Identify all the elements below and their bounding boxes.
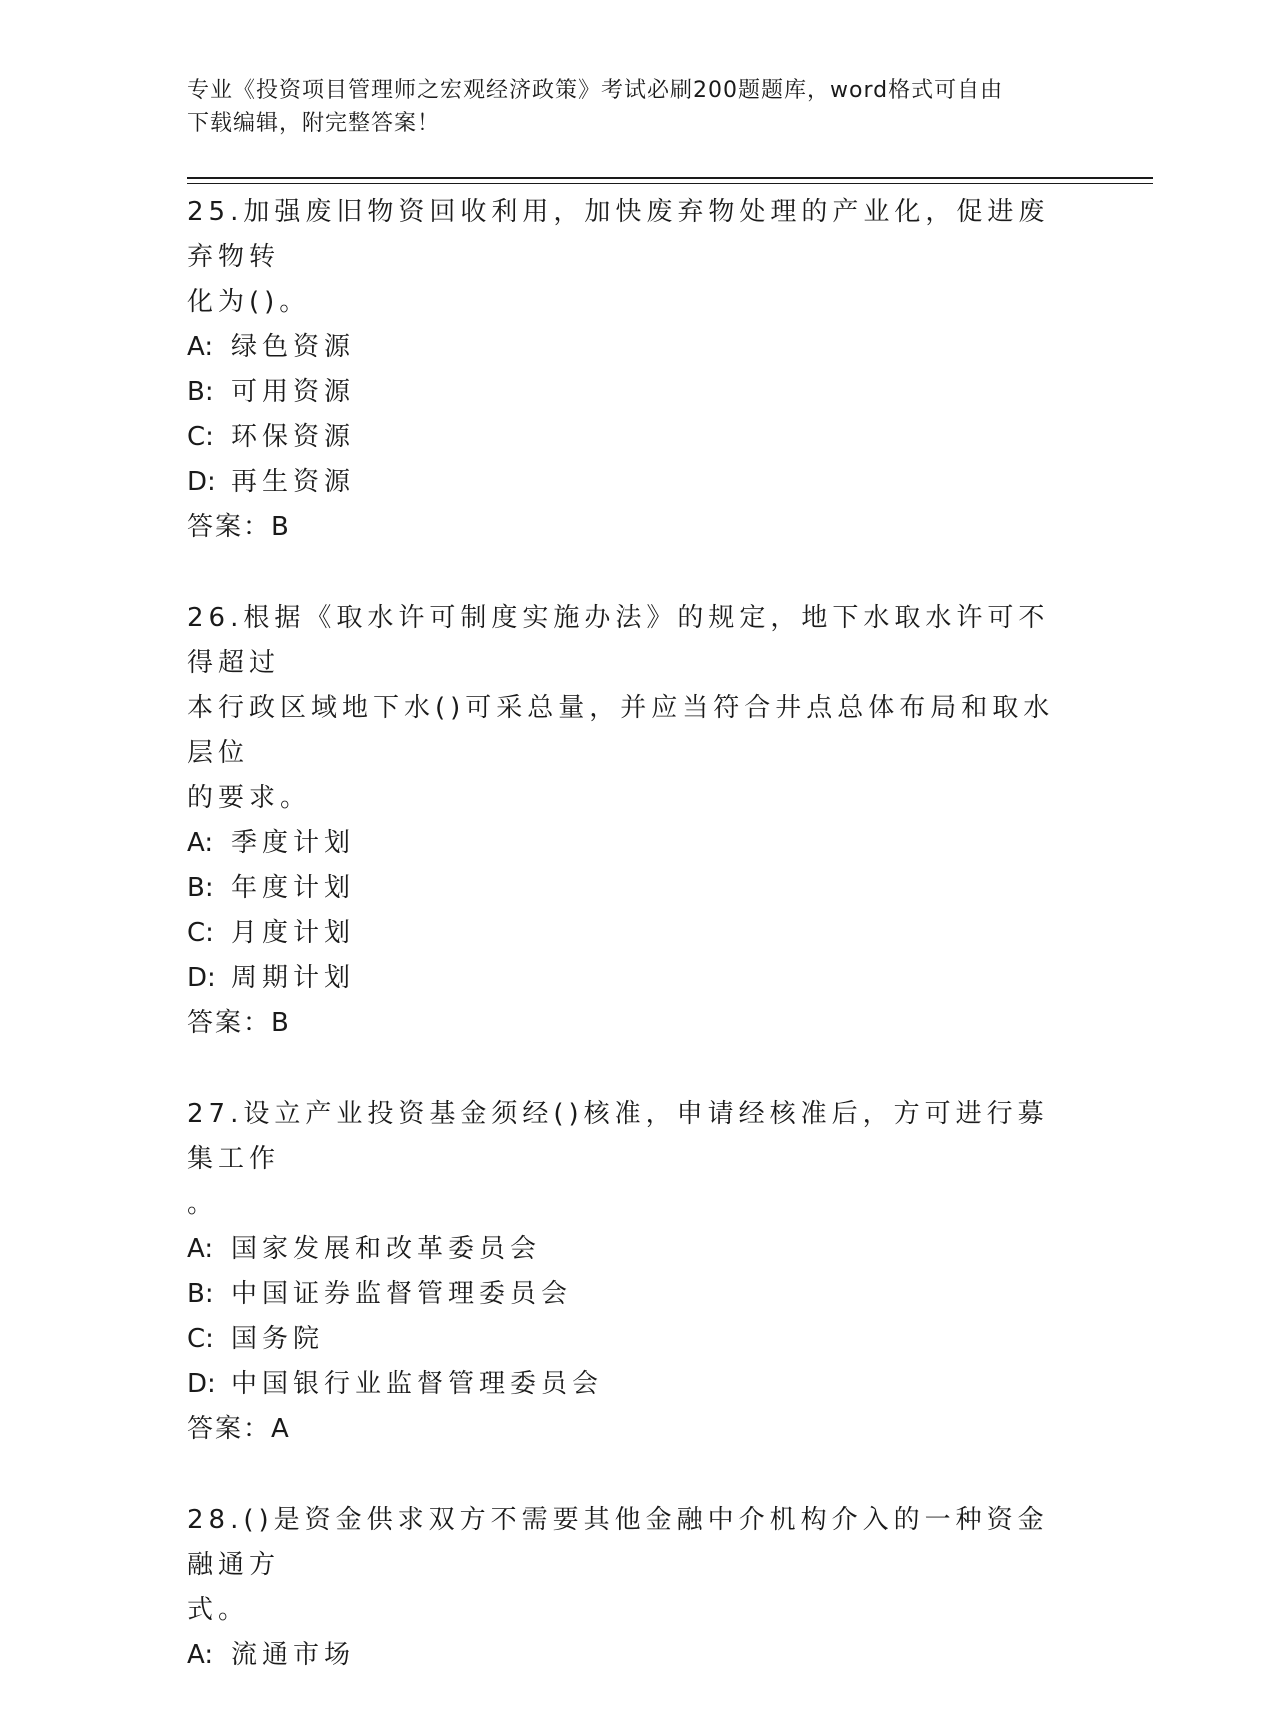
question-list: [187, 190, 1077, 1724]
option-letter: C:: [187, 1324, 214, 1354]
header-line-1: 专业《投资项目管理师之宏观经济政策》考试必刷200题题库，word格式可自由: [187, 78, 1004, 103]
header-line-2: 下载编辑，附完整答案！: [187, 111, 441, 136]
option-d: [187, 1362, 1077, 1407]
option-letter: B:: [187, 377, 214, 407]
option-text: 流通市场: [231, 1640, 356, 1670]
option-text: 中国银行业监督管理委员会: [231, 1369, 604, 1399]
question-stem: [187, 1092, 1077, 1227]
option-c: [187, 1317, 1077, 1362]
option-d: [187, 956, 1077, 1001]
option-letter: A:: [187, 332, 214, 362]
option-letter: C:: [187, 918, 214, 948]
header-divider-thick: [187, 177, 1153, 179]
question-28: [187, 1498, 1077, 1678]
option-letter: B:: [187, 1279, 214, 1309]
option-a: [187, 325, 1077, 370]
option-text: 再生资源: [231, 467, 356, 497]
option-letter: D:: [187, 963, 216, 993]
option-text: 中国证券监督管理委员会: [231, 1279, 573, 1309]
option-b: [187, 1272, 1077, 1317]
option-letter: A:: [187, 1234, 214, 1264]
option-d: [187, 460, 1077, 505]
stem-line: 化为()。: [187, 287, 311, 317]
header-divider-thin: [187, 183, 1153, 184]
option-a: [187, 1633, 1077, 1678]
stem-line: 27.设立产业投资基金须经()核准，申请经核准后，方可进行募集工作: [187, 1099, 1049, 1174]
question-25: [187, 190, 1077, 550]
option-letter: A:: [187, 828, 214, 858]
option-c: [187, 911, 1077, 956]
option-text: 季度计划: [231, 828, 356, 858]
question-26: [187, 596, 1077, 1046]
stem-line: 本行政区域地下水()可采总量，并应当符合井点总体布局和取水层位: [187, 693, 1055, 768]
option-b: [187, 866, 1077, 911]
answer-line: 答案：B: [187, 1008, 291, 1038]
option-text: 绿色资源: [231, 332, 356, 362]
question-stem: [187, 190, 1077, 325]
stem-line: 的要求。: [187, 783, 312, 813]
option-letter: D:: [187, 467, 216, 497]
option-text: 月度计划: [231, 918, 356, 948]
question-stem: [187, 1498, 1077, 1633]
option-a: [187, 821, 1077, 866]
option-c: [187, 415, 1077, 460]
stem-line: 。: [187, 1189, 219, 1219]
option-text: 国家发展和改革委员会: [231, 1234, 542, 1264]
option-text: 周期计划: [231, 963, 356, 993]
option-letter: B:: [187, 873, 214, 903]
option-letter: D:: [187, 1369, 216, 1399]
option-text: 国务院: [231, 1324, 325, 1354]
option-letter: C:: [187, 422, 214, 452]
stem-line: 25.加强废旧物资回收利用，加快废弃物处理的产业化，促进废弃物转: [187, 197, 1050, 272]
stem-line: 式。: [187, 1595, 250, 1625]
option-text: 环保资源: [231, 422, 356, 452]
option-text: 年度计划: [231, 873, 356, 903]
option-b: [187, 370, 1077, 415]
option-letter: A:: [187, 1640, 214, 1670]
answer-line: 答案：A: [187, 1414, 291, 1444]
option-text: 可用资源: [231, 377, 356, 407]
document-header: [187, 74, 1067, 140]
stem-line: 28.()是资金供求双方不需要其他金融中介机构介入的一种资金融通方: [187, 1505, 1049, 1580]
question-stem: [187, 596, 1077, 821]
answer-line: 答案：B: [187, 512, 291, 542]
question-27: [187, 1092, 1077, 1452]
option-a: [187, 1227, 1077, 1272]
stem-line: 26.根据《取水许可制度实施办法》的规定，地下水取水许可不得超过: [187, 603, 1050, 678]
